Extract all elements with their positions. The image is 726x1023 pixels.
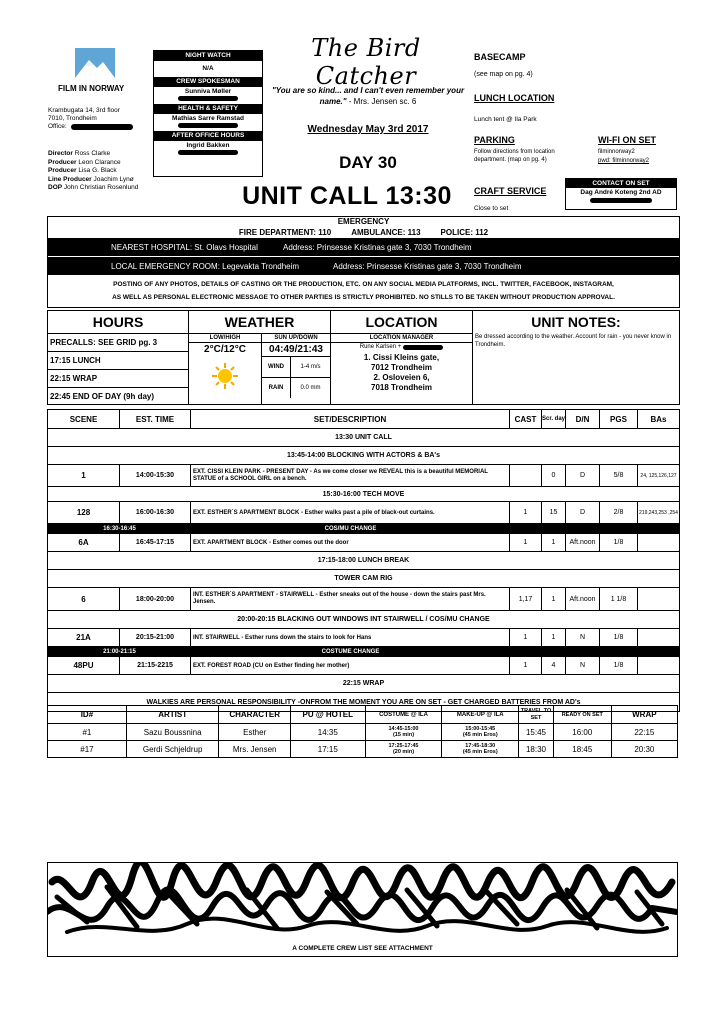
scene-number: 48PU — [48, 657, 120, 674]
redacted-phone — [178, 96, 238, 101]
sun-times: 04:49/21:43 — [262, 343, 330, 357]
scene-description: EXT. FOREST ROAD (CU on Esther finding her mother) — [191, 657, 510, 674]
cast-artist: Gerdi Schjeldrup — [126, 741, 219, 758]
rain-value: 0.0 mm — [290, 378, 330, 398]
cast-col-pu-hotel: PU @ HOTEL — [290, 706, 365, 724]
nearest-hospital-bar: NEAREST HOSPITAL: St. Olavs Hospital Address: Prinsesse Kristinas gate 3, 7030 Trondheim — [48, 238, 679, 256]
cast-table — [47, 705, 678, 758]
wifi-password: pwd: filminnorway2 — [598, 158, 650, 164]
crew-spokesman-name: Sunniva Møller — [184, 88, 232, 95]
cast-col-wrap: WRAP — [611, 706, 677, 724]
costume-change-bar — [48, 524, 679, 534]
scene-description: INT. ESTHER`S APARTMENT - STAIRWELL - Esther sneaks out of the house - down the stairs past Mrs. Jensen. — [191, 588, 510, 610]
location-title: LOCATION — [331, 311, 472, 334]
cast-makeup: 17:45-18:30 (45 min Eros) — [442, 741, 519, 758]
scene-dn: Aft.noon — [566, 534, 600, 551]
scene-scr-day: 1 — [542, 534, 566, 551]
cast-character: Esther — [219, 724, 291, 741]
cast-pu-hotel: 17:15 — [290, 741, 365, 758]
wifi-network: filminnorway2 — [598, 149, 635, 155]
scene-scr-day: 1 — [542, 588, 566, 610]
lunch-time: 17:15 LUNCH — [48, 352, 188, 370]
scene-time: 16:00-16:30 — [120, 502, 191, 523]
location-manager-label: LOCATION MANAGER — [331, 334, 472, 343]
scene-pgs: 1/8 — [600, 629, 638, 646]
col-cast: CAST — [510, 410, 542, 428]
cast-costume: 17:25-17:45 (20 min) — [365, 741, 442, 758]
cast-character: Mrs. Jensen — [219, 741, 291, 758]
production-credits: Director Ross Clarke Producer Leon Clarance Producer Lisa G. Black Line Producer Joachim Lynø DOP John Christian Rosenlund — [48, 150, 139, 191]
low-high-value: 2°C/12°C — [204, 344, 246, 355]
scene-bas — [638, 588, 679, 610]
scene-pgs: 5/8 — [600, 465, 638, 486]
wind-label: WIND — [268, 364, 284, 370]
scene-time: 16:45-17:15 — [120, 534, 191, 551]
company-name: FILM IN NORWAY — [58, 84, 125, 93]
schedule-banner: 13:45-14:00 BLOCKING WITH ACTORS & BA's — [48, 447, 679, 465]
scene-bas — [638, 534, 679, 551]
craft-service-title: CRAFT SERVICE — [474, 186, 547, 196]
scene-bas: 219,243,253 ,254 — [639, 509, 678, 516]
scene-pgs: 1/8 — [600, 534, 638, 551]
contact-on-set-name: Dag André Koteng 2nd AD — [580, 189, 662, 196]
col-dn: D/N — [566, 410, 600, 428]
scene-cast: 1 — [510, 534, 542, 551]
parking-title: PARKING — [474, 135, 515, 145]
col-bas: BAs — [650, 414, 667, 424]
cast-ready: 16:00 — [553, 724, 611, 741]
scene-number: 128 — [48, 502, 120, 523]
scene-row — [48, 502, 679, 524]
cast-travel: 15:45 — [519, 724, 554, 741]
cast-artist: Sazu Boussnina — [126, 724, 219, 741]
cast-col-travel: TRAVEL TO SET — [519, 706, 554, 724]
schedule-banner: TOWER CAM RIG — [48, 570, 679, 588]
scene-scr-day: 15 — [542, 502, 566, 523]
col-time: EST. TIME — [120, 410, 191, 428]
scene-cast — [510, 465, 542, 486]
after-hours-title: AFTER OFFICE HOURS — [154, 131, 262, 141]
lunch-location-title: LUNCH LOCATION — [474, 93, 555, 103]
cast-row — [48, 724, 678, 741]
col-scr-day: Scr. day — [542, 410, 566, 428]
cast-header-row — [48, 706, 678, 724]
scene-cast: 1 — [510, 657, 542, 674]
cast-col-ready: READY ON SET — [553, 706, 611, 724]
lunch-location-note: Lunch tent @ Ila Park — [474, 116, 537, 123]
scene-dn: Aft.noon — [566, 588, 600, 610]
scene-time: 20:15-21:00 — [120, 629, 191, 646]
contact-on-set-title: CONTACT ON SET — [566, 179, 676, 188]
scene-bas — [638, 629, 679, 646]
schedule-header — [48, 410, 679, 429]
scene-time: 21:15-2215 — [120, 657, 191, 674]
scene-cast: 1 — [510, 502, 542, 523]
hours-panel — [48, 311, 189, 404]
wind-value: 1-4 m/s — [290, 357, 330, 377]
costume-change-label: COSTUME CHANGE — [321, 648, 380, 655]
scribble-redaction — [47, 862, 678, 957]
scene-pgs: 1/8 — [600, 657, 638, 674]
walkies-notice: WALKIES ARE PERSONAL RESPONSIBILITY - ON FROM THE MOMENT YOU ARE ON SET - GET CHARGED BATTERIES FROM AD's — [146, 698, 581, 706]
costume-change-bar — [48, 647, 679, 657]
scene-bas — [638, 657, 679, 674]
unit-notes-panel — [473, 311, 679, 404]
scene-description: INT. STAIRWELL - Esther runs down the stairs to look for Hans — [191, 629, 510, 646]
crew-list-note: A COMPLETE CREW LIST SEE ATTACHMENT — [292, 945, 433, 952]
schedule-banner: 15:30-16:00 TECH MOVE — [48, 487, 679, 502]
col-description: SET/DESCRIPTION — [191, 410, 510, 428]
social-media-notice: POSTING OF ANY PHOTOS, DETAILS OF CASTING OR THE PRODUCTION, ETC. ON ANY SOCIAL MEDIA PLATFORMS, INCL. TWITTER, FACEBOOK, INSTAGRAM, AS WELL AS PERSONAL ELECTRONIC MESSAGE TO OTHER PARTIES IS STRICTLY PROHIBITED. NO STILLS TO BE TAKEN WITHOUT PRODUCTION APPROVAL. — [112, 281, 615, 301]
cast-col-makeup: MAKE-UP @ ILA — [442, 706, 519, 724]
scene-row — [48, 657, 679, 675]
unit-notes-text: Be dressed according to the weather. Account for rain - you never know in Trondheim. — [475, 334, 672, 348]
scene-description: EXT. CISSI KLEIN PARK - PRESENT DAY - As we come closer we REVEAL this is a beautiful MEMORIAL STATUE of a SCHOOL GIRL on a bench. — [191, 465, 510, 486]
cast-pu-hotel: 14:35 — [290, 724, 365, 741]
scene-cast: 1,17 — [510, 588, 542, 610]
wifi-title: WI-FI ON SET — [598, 135, 656, 145]
emergency-title: EMERGENCY — [337, 217, 390, 226]
night-watch-value: N/A — [202, 65, 214, 72]
weather-title: WEATHER — [189, 311, 330, 334]
weather-panel — [189, 311, 331, 404]
redacted-phone — [178, 150, 238, 155]
scene-row — [48, 629, 679, 647]
scene-scr-day: 0 — [542, 465, 566, 486]
day-number: DAY 30 — [339, 153, 397, 172]
scene-dn: N — [566, 657, 600, 674]
film-title: The Bird Catcher — [311, 34, 421, 90]
scene-bas: 24, 125,126,127 — [640, 472, 677, 479]
cast-id: #17 — [48, 741, 127, 758]
craft-service-note: Close to set — [474, 205, 509, 212]
cast-makeup: 15:00-15:45 (45 min Eros) — [442, 724, 519, 741]
schedule-banner: 22:15 WRAP — [48, 675, 679, 693]
scene-row — [48, 588, 679, 611]
shoot-date: Wednesday May 3rd 2017 — [307, 124, 429, 135]
cast-travel: 18:30 — [519, 741, 554, 758]
company-address: Krambugata 14, 3rd floor 7010, Trondheim Office: — [48, 107, 133, 131]
cast-costume: 14:45-15:00 (15 min) — [365, 724, 442, 741]
emergency-numbers: FIRE DEPARTMENT: 110 AMBULANCE: 113 POLICE: 112 — [238, 228, 489, 237]
scene-pgs: 2/8 — [600, 502, 638, 523]
schedule-banner: 13:30 UNIT CALL — [48, 429, 679, 447]
scene-row — [48, 465, 679, 487]
basecamp-note: (see map on pg. 4) — [474, 71, 533, 78]
night-watch-title: NIGHT WATCH — [154, 51, 262, 61]
costume-change-label: COS/MU CHANGE — [324, 525, 377, 532]
cast-col-character: CHARACTER — [219, 706, 291, 724]
crew-spokesman-title: CREW SPOKESMAN — [154, 77, 262, 87]
scene-row — [48, 534, 679, 552]
cast-col-artist: ARTIST — [126, 706, 219, 724]
scene-description: EXT. ESTHER`S APARTMENT BLOCK - Esther walks past a pile of black-out curtains. — [191, 502, 510, 523]
unit-call: UNIT CALL 13:30 — [242, 182, 452, 210]
film-in-norway-logo — [75, 48, 115, 78]
hours-title: HOURS — [48, 311, 188, 334]
parking-note: Follow directions from location department. (map on pg. 4) — [474, 149, 555, 163]
basecamp-title: BASECAMP — [474, 52, 526, 62]
costume-change-time: 16:30-16:45 — [103, 525, 136, 532]
scene-description: EXT. APARTMENT BLOCK - Esther comes out the door — [191, 534, 510, 551]
location-addresses: 1. Cissi Kleins gate, 7012 Trondheim 2. Osloveien 6, 7018 Trondheim — [363, 353, 440, 392]
info-grid — [47, 310, 680, 405]
scene-number: 21A — [48, 629, 120, 646]
contact-on-set-box — [565, 178, 677, 210]
cast-col-costume: COSTUME @ ILA — [365, 706, 442, 724]
emergency-block — [47, 216, 680, 308]
end-of-day: 22:45 END OF DAY (9h day) — [50, 392, 155, 401]
col-pgs: PGS — [600, 410, 638, 428]
low-high-label: LOW/HIGH — [189, 334, 261, 343]
unit-notes-title: UNIT NOTES: — [531, 314, 621, 330]
cast-wrap: 22:15 — [611, 724, 677, 741]
scene-scr-day: 1 — [542, 629, 566, 646]
redacted-phone — [590, 198, 652, 203]
scene-cast: 1 — [510, 629, 542, 646]
scene-pgs: 1 1/8 — [600, 588, 638, 610]
contacts-box — [153, 50, 263, 177]
sun-label: SUN UP/DOWN — [262, 334, 330, 343]
scene-scr-day: 4 — [542, 657, 566, 674]
scene-dn: D — [566, 465, 600, 486]
col-scene: SCENE — [48, 410, 120, 428]
sun-icon — [189, 362, 261, 395]
wrap-time: 22:15 WRAP — [48, 370, 188, 388]
emergency-room-bar: LOCAL EMERGENCY ROOM: Legevakta Trondheim Address: Prinsesse Kristinas gate 3, 7030 Trondheim — [48, 256, 679, 275]
quote: "You are so kind... and I can't even remember your name." - Mrs. Jensen sc. 6 — [271, 86, 465, 106]
schedule-table — [47, 409, 680, 712]
scene-number: 1 — [48, 465, 120, 486]
scene-dn: D — [566, 502, 600, 523]
cast-row — [48, 741, 678, 758]
cast-id: #1 — [48, 724, 127, 741]
cast-ready: 18:45 — [553, 741, 611, 758]
precalls: PRECALLS: SEE GRID pg. 3 — [48, 334, 188, 352]
schedule-banner: 20:00-20:15 BLACKING OUT WINDOWS INT STAIRWELL / COS/MU CHANGE — [48, 611, 679, 629]
schedule-banner: 17:15-18:00 LUNCH BREAK — [48, 552, 679, 570]
redacted-crew-table — [47, 862, 678, 957]
scene-number: 6 — [48, 588, 120, 610]
redacted-phone — [178, 123, 238, 128]
cast-col-id: ID# — [48, 706, 127, 724]
health-safety-name: Mathias Sarre Ramstad — [172, 115, 244, 122]
costume-change-time: 21:00-21:15 — [103, 648, 136, 655]
scene-number: 6A — [48, 534, 120, 551]
scene-time: 18:00-20:00 — [120, 588, 191, 610]
health-safety-title: HEALTH & SAFETY — [154, 104, 262, 114]
scene-time: 14:00-15:30 — [120, 465, 191, 486]
scene-dn: N — [566, 629, 600, 646]
cast-wrap: 20:30 — [611, 741, 677, 758]
after-hours-name: Ingrid Bakken — [186, 142, 230, 149]
location-panel — [331, 311, 473, 404]
rain-label: RAIN — [268, 385, 284, 391]
location-manager: Rune Karlsen + — [331, 343, 472, 351]
